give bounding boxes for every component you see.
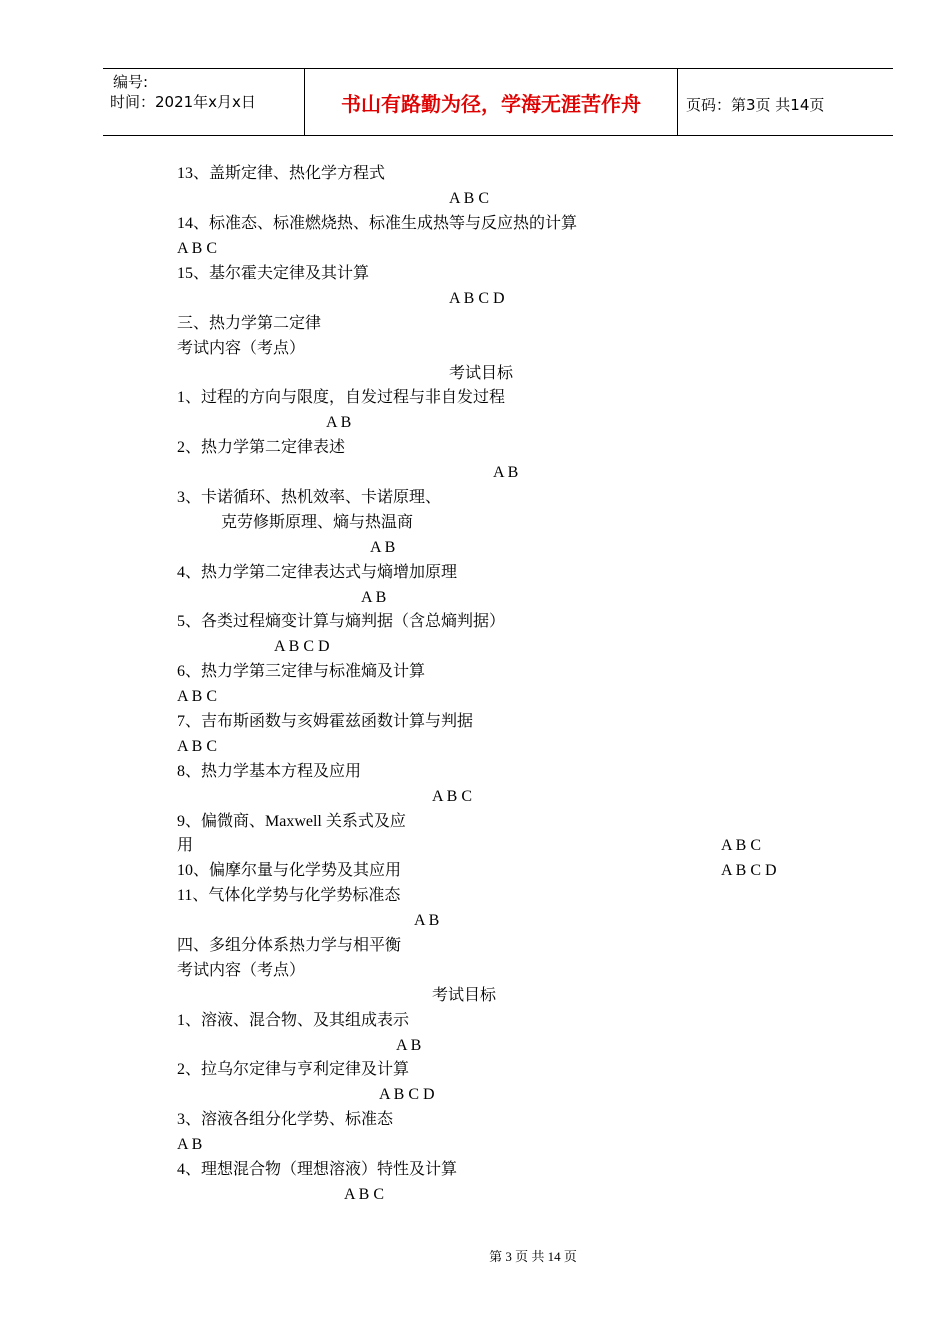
- topic-13: 13、盖斯定律、热化学方程式: [177, 165, 386, 182]
- topic-s3-1: 1、过程的方向与限度，自发过程与非自发过程: [177, 389, 506, 406]
- target-heading-4: 考试目标: [432, 987, 497, 1004]
- topic-s3-3: 3、卡诺循环、热机效率、卡诺原理、: [177, 489, 442, 506]
- topic-s3-3-cont: 克劳修斯原理、熵与热温商: [221, 514, 414, 531]
- page-footer: 第 3 页 共 14 页: [489, 1249, 577, 1264]
- target-heading: 考试目标: [449, 365, 514, 382]
- topic-s3-7: 7、吉布斯函数与亥姆霍兹函数计算与判据: [177, 713, 474, 730]
- page-info: 页码：第3页 共14页: [686, 96, 825, 114]
- topic-s3-11: 11、气体化学势与化学势标准态: [177, 887, 401, 904]
- topic-s3-5: 5、各类过程熵变计算与熵判据（含总熵判据）: [177, 613, 506, 630]
- grade-s3-10: A B C D: [721, 862, 777, 879]
- grade-s3-1: A B: [326, 414, 352, 431]
- grade-s4-1: A B: [396, 1037, 422, 1054]
- grade-s3-8: A B C: [432, 788, 473, 805]
- topic-s3-10: 10、偏摩尔量与化学势及其应用: [177, 862, 402, 879]
- content-heading-4: 考试内容（考点）: [177, 962, 306, 979]
- header-bottom-rule: [103, 135, 893, 136]
- grade-s3-3: A B: [370, 539, 396, 556]
- topic-s3-2: 2、热力学第二定律表述: [177, 439, 346, 456]
- section-heading-3: 三、热力学第二定律: [177, 315, 322, 332]
- topic-15: 15、基尔霍夫定律及其计算: [177, 265, 370, 282]
- grade-s3-5: A B C D: [274, 638, 330, 655]
- grade-s3-2: A B: [493, 464, 519, 481]
- grade-s3-7: A B C: [177, 738, 218, 755]
- grade-s4-4: A B C: [344, 1186, 385, 1203]
- topic-s4-1: 1、溶液、混合物、及其组成表示: [177, 1012, 410, 1029]
- topic-s3-4: 4、热力学第二定律表达式与熵增加原理: [177, 564, 458, 581]
- topic-s4-2: 2、拉乌尔定律与亨利定律及计算: [177, 1061, 410, 1078]
- topic-s4-4: 4、理想混合物（理想溶液）特性及计算: [177, 1161, 458, 1178]
- content-heading: 考试内容（考点）: [177, 340, 306, 357]
- topic-s3-9: 9、偏微商、Maxwell 关系式及应: [177, 813, 406, 830]
- header-top-rule: [103, 68, 893, 69]
- motto: 书山有路勤为径，学海无涯苦作舟: [341, 92, 641, 116]
- grade-s4-3: A B: [177, 1136, 203, 1153]
- topic-s3-6: 6、热力学第三定律与标准熵及计算: [177, 663, 426, 680]
- section-heading-4: 四、多组分体系热力学与相平衡: [177, 937, 402, 954]
- grade-14: A B C: [177, 240, 218, 257]
- topic-s3-9-cont: 用: [177, 837, 194, 854]
- grade-s3-4: A B: [361, 589, 387, 606]
- grade-15: A B C D: [449, 290, 505, 307]
- topic-s3-8: 8、热力学基本方程及应用: [177, 763, 362, 780]
- grade-s3-11: A B: [414, 912, 440, 929]
- grade-s4-2: A B C D: [379, 1086, 435, 1103]
- topic-s4-3: 3、溶液各组分化学势、标准态: [177, 1111, 394, 1128]
- grade-s3-9: A B C: [721, 837, 762, 854]
- date-label: 时间：2021年x月x日: [110, 93, 256, 111]
- grade-13: A B C: [449, 190, 490, 207]
- grade-s3-6: A B C: [177, 688, 218, 705]
- header-divider-right: [677, 68, 678, 136]
- number-label: 编号:: [113, 73, 149, 91]
- topic-14: 14、标准态、标准燃烧热、标准生成热等与反应热的计算: [177, 215, 578, 232]
